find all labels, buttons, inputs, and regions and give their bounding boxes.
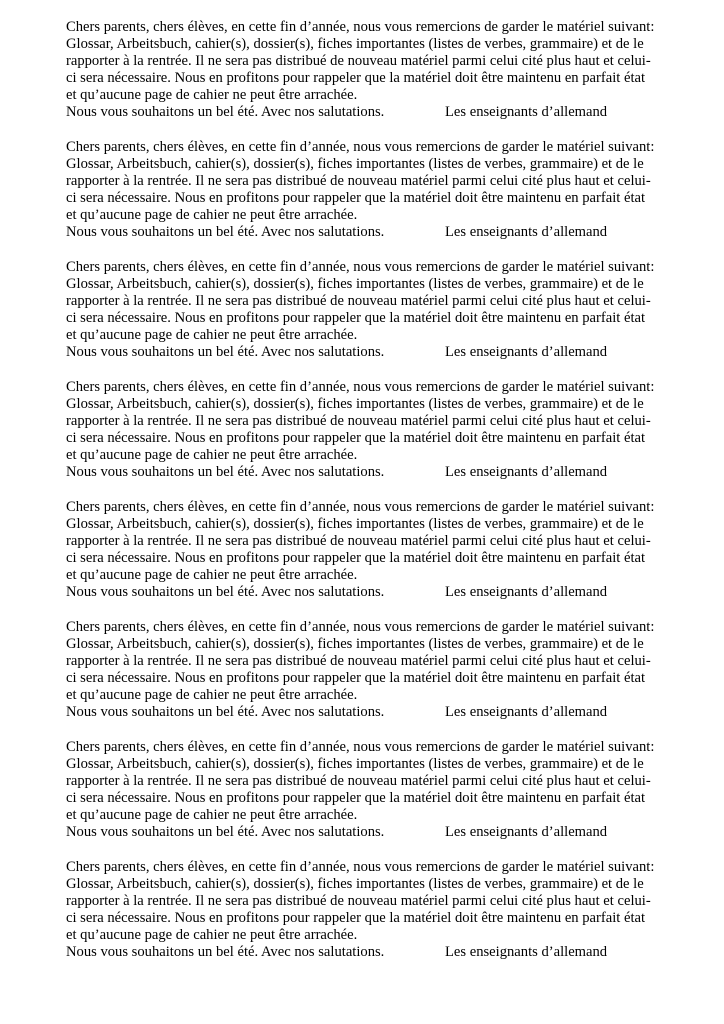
paragraph-line: Chers parents, chers élèves, en cette fin d’année, nous vous remercions de garder le matériel suivant: [66,499,655,515]
paragraph-line: rapporter à la rentrée. Il ne sera pas distribué de nouveau matériel parmi celui cité plus haut et celui- [66,413,651,429]
paragraph-line: ci sera nécessaire. Nous en profitons pour rappeler que la matériel doit être maintenu en parfait état [66,430,646,446]
closing-line [66,104,657,121]
paragraph-line: et qu’aucune page de cahier ne peut être arrachée. [66,87,358,103]
paragraph-line: ci sera nécessaire. Nous en profitons pour rappeler que la matériel doit être maintenu en parfait état [66,670,646,686]
signature-text: Les enseignants d’allemand [445,584,608,600]
paragraph-line: ci sera nécessaire. Nous en profitons pour rappeler que la matériel doit être maintenu en parfait état [66,70,646,86]
paragraph-line: ci sera nécessaire. Nous en profitons pour rappeler que la matériel doit être maintenu en parfait état [66,550,646,566]
paragraph-block [66,859,657,961]
paragraph-block [66,739,657,841]
closing-text: Nous vous souhaitons un bel été. Avec nos salutations. [66,344,385,360]
paragraph-line: rapporter à la rentrée. Il ne sera pas distribué de nouveau matériel parmi celui cité plus haut et celui- [66,653,651,669]
paragraph-line: ci sera nécessaire. Nous en profitons pour rappeler que la matériel doit être maintenu en parfait état [66,790,646,806]
closing-line [66,824,657,841]
paragraph-line: rapporter à la rentrée. Il ne sera pas distribué de nouveau matériel parmi celui cité plus haut et celui- [66,293,651,309]
paragraph-line: et qu’aucune page de cahier ne peut être arrachée. [66,207,358,223]
paragraph-line: Glossar, Arbeitsbuch, cahier(s), dossier(s), fiches importantes (listes de verbes, grammaire) et de le [66,156,644,172]
paragraph-line: et qu’aucune page de cahier ne peut être arrachée. [66,807,358,823]
paragraph-line: et qu’aucune page de cahier ne peut être arrachée. [66,687,358,703]
paragraph-line: rapporter à la rentrée. Il ne sera pas distribué de nouveau matériel parmi celui cité plus haut et celui- [66,53,651,69]
paragraph-line: Chers parents, chers élèves, en cette fin d’année, nous vous remercions de garder le matériel suivant: [66,619,655,635]
paragraph-line: rapporter à la rentrée. Il ne sera pas distribué de nouveau matériel parmi celui cité plus haut et celui- [66,173,651,189]
paragraph-line: Chers parents, chers élèves, en cette fin d’année, nous vous remercions de garder le matériel suivant: [66,379,655,395]
paragraph-line: ci sera nécessaire. Nous en profitons pour rappeler que la matériel doit être maintenu en parfait état [66,310,646,326]
paragraph-block [66,619,657,721]
paragraph-line: rapporter à la rentrée. Il ne sera pas distribué de nouveau matériel parmi celui cité plus haut et celui- [66,893,651,909]
signature-text: Les enseignants d’allemand [445,944,608,960]
closing-line [66,584,657,601]
paragraph-block [66,19,657,121]
closing-line [66,224,657,241]
signature-text: Les enseignants d’allemand [445,344,608,360]
closing-text: Nous vous souhaitons un bel été. Avec nos salutations. [66,464,385,480]
paragraph-block [66,259,657,361]
paragraph-block [66,139,657,241]
signature-text: Les enseignants d’allemand [445,704,608,720]
closing-text: Nous vous souhaitons un bel été. Avec nos salutations. [66,584,385,600]
closing-text: Nous vous souhaitons un bel été. Avec nos salutations. [66,104,385,120]
closing-text: Nous vous souhaitons un bel été. Avec nos salutations. [66,704,385,720]
closing-text: Nous vous souhaitons un bel été. Avec nos salutations. [66,224,385,240]
paragraph-line: Chers parents, chers élèves, en cette fin d’année, nous vous remercions de garder le matériel suivant: [66,19,655,35]
paragraph-line: et qu’aucune page de cahier ne peut être arrachée. [66,327,358,343]
signature-text: Les enseignants d’allemand [445,464,608,480]
paragraph-line: Chers parents, chers élèves, en cette fin d’année, nous vous remercions de garder le matériel suivant: [66,859,655,875]
closing-line [66,704,657,721]
paragraph-line: et qu’aucune page de cahier ne peut être arrachée. [66,447,358,463]
paragraph-line: Chers parents, chers élèves, en cette fin d’année, nous vous remercions de garder le matériel suivant: [66,739,655,755]
paragraph-line: Chers parents, chers élèves, en cette fin d’année, nous vous remercions de garder le matériel suivant: [66,139,655,155]
paragraph-line: ci sera nécessaire. Nous en profitons pour rappeler que la matériel doit être maintenu en parfait état [66,190,646,206]
paragraph-line: Glossar, Arbeitsbuch, cahier(s), dossier(s), fiches importantes (listes de verbes, grammaire) et de le [66,876,644,892]
paragraph-line: rapporter à la rentrée. Il ne sera pas distribué de nouveau matériel parmi celui cité plus haut et celui- [66,773,651,789]
paragraph-line: rapporter à la rentrée. Il ne sera pas distribué de nouveau matériel parmi celui cité plus haut et celui- [66,533,651,549]
paragraph-line: et qu’aucune page de cahier ne peut être arrachée. [66,927,358,943]
closing-line [66,944,657,961]
paragraph-line: Chers parents, chers élèves, en cette fin d’année, nous vous remercions de garder le matériel suivant: [66,259,655,275]
paragraph-line: Glossar, Arbeitsbuch, cahier(s), dossier(s), fiches importantes (listes de verbes, grammaire) et de le [66,36,644,52]
closing-line [66,344,657,361]
paragraph-block [66,499,657,601]
paragraph-line: et qu’aucune page de cahier ne peut être arrachée. [66,567,358,583]
paragraph-line: Glossar, Arbeitsbuch, cahier(s), dossier(s), fiches importantes (listes de verbes, grammaire) et de le [66,276,644,292]
closing-line [66,464,657,481]
paragraph-line: ci sera nécessaire. Nous en profitons pour rappeler que la matériel doit être maintenu en parfait état [66,910,646,926]
paragraph-line: Glossar, Arbeitsbuch, cahier(s), dossier(s), fiches importantes (listes de verbes, grammaire) et de le [66,756,644,772]
closing-text: Nous vous souhaitons un bel été. Avec nos salutations. [66,824,385,840]
paragraph-line: Glossar, Arbeitsbuch, cahier(s), dossier(s), fiches importantes (listes de verbes, grammaire) et de le [66,516,644,532]
paragraph-line: Glossar, Arbeitsbuch, cahier(s), dossier(s), fiches importantes (listes de verbes, grammaire) et de le [66,396,644,412]
paragraph-line: Glossar, Arbeitsbuch, cahier(s), dossier(s), fiches importantes (listes de verbes, grammaire) et de le [66,636,644,652]
signature-text: Les enseignants d’allemand [445,224,608,240]
signature-text: Les enseignants d’allemand [445,104,608,120]
signature-text: Les enseignants d’allemand [445,824,608,840]
paragraph-block [66,379,657,481]
closing-text: Nous vous souhaitons un bel été. Avec nos salutations. [66,944,385,960]
